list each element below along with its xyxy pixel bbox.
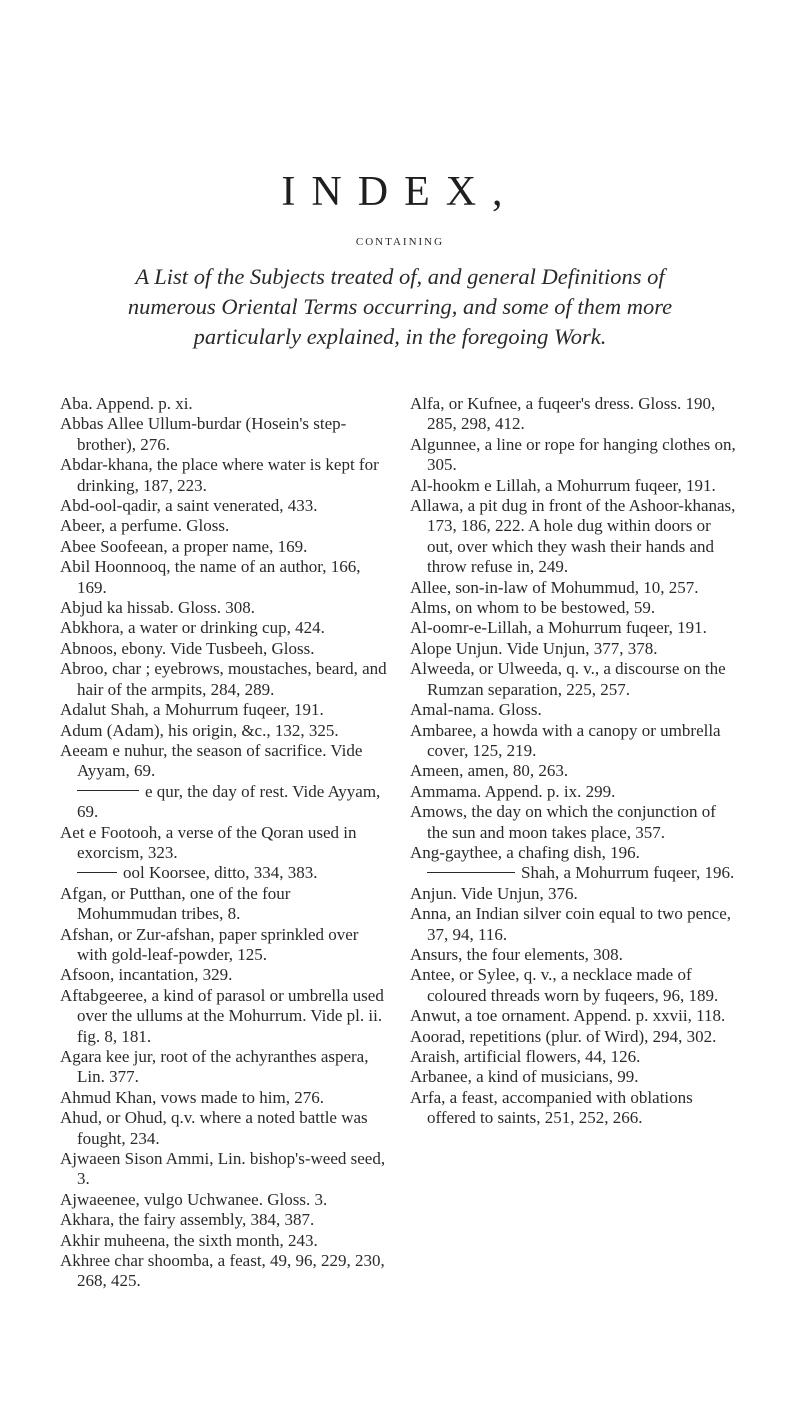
index-entry-text: Araish, artificial flowers, 44, 126. (410, 1047, 641, 1066)
index-entry (60, 986, 390, 1047)
page-title: INDEX, (281, 169, 519, 215)
index-entry (410, 476, 740, 496)
index-entry-text: Ajwaeen Sison Ammi, Lin. bishop's-weed seed, 3. (60, 1149, 386, 1189)
ditto-rule (427, 872, 515, 873)
index-entry (60, 1149, 390, 1190)
index-entry-text: Alweeda, or Ulweeda, q. v., a discourse on the Rumzan separation, 225, 257. (410, 659, 726, 699)
index-entry (60, 598, 390, 618)
index-entry (60, 496, 390, 516)
index-entry-text: Anjun. Vide Unjun, 376. (410, 883, 578, 903)
index-entry-text: Agara kee jur, root of the achyranthes aspera, Lin. 377. (60, 1047, 369, 1087)
index-entry (410, 1047, 740, 1067)
index-entry (410, 721, 740, 762)
index-entry-text: Allee, son-in-law of Mohummud, 10, 257. (410, 577, 699, 597)
index-entry (60, 1088, 390, 1108)
index-entry-text: e qur, the day of rest. Vide Ayyam, 69. (77, 781, 381, 822)
index-entry-text: Akhir muheena, the sixth month, 243. (60, 1230, 318, 1250)
index-entry-text: Adalut Shah, a Mohurrum fuqeer, 191. (60, 700, 324, 720)
index-entry (410, 1067, 740, 1087)
ditto-rule (77, 872, 117, 873)
index-entry (410, 965, 740, 1006)
index-entry-text: Adum (Adam), his origin, &c., 132, 325. (60, 720, 339, 740)
index-entry (60, 884, 390, 925)
index-entry-text: Aet e Footooh, a verse of the Qoran used in exorcism, 323. (60, 822, 357, 862)
index-entry-text: Akhara, the fairy assembly, 384, 387. (60, 1210, 315, 1230)
index-entry-text: Abil Hoonnooq, the name of an author, 166, 169. (60, 557, 361, 597)
index-entry (410, 659, 740, 700)
index-entry (60, 741, 390, 782)
index-entry (410, 904, 740, 945)
index-entry-text: Al-oomr-e-Lillah, a Mohurrum fuqeer, 191. (410, 618, 707, 638)
index-entry (60, 1210, 390, 1230)
index-entry (60, 659, 390, 700)
index-entry (410, 578, 740, 598)
index-entry (410, 496, 740, 578)
index-entry-text: Arfa, a feast, accompanied with oblations offered to saints, 251, 252, 266. (410, 1087, 693, 1128)
index-entry-text: Abnoos, ebony. Vide Tusbeeh, Gloss. (60, 638, 315, 658)
index-entry (60, 537, 390, 557)
index-entry-text: Abjud ka hissab. Gloss. 308. (60, 598, 256, 618)
index-entry (60, 700, 390, 720)
index-entry-text: Allawa, a pit dug in front of the Ashoor-khanas, 173, 186, 222. A hole dug within doors or out, over which they wash their hands and throw refuse in, 249. (410, 496, 736, 577)
index-entry-text: Arbanee, a kind of musicians, 99. (410, 1067, 639, 1087)
index-entry (60, 639, 390, 659)
index-entry (410, 843, 740, 863)
index-entry (410, 1088, 740, 1129)
index-entry-text: Abbas Allee Ullum-burdar (Hosein's step-brother), 276. (60, 414, 347, 454)
index-entry-text: Abroo, char ; eyebrows, moustaches, beard, and hair of the armpits, 284, 289. (60, 659, 387, 699)
index-column-right (410, 394, 740, 1129)
index-entry-text: Afshan, or Zur-afshan, paper sprinkled over with gold-leaf-powder, 125. (60, 924, 359, 964)
index-entry (410, 802, 740, 843)
index-entry (60, 414, 390, 455)
index-entry-text: Anwut, a toe ornament. Append. p. xxvii, 118. (410, 1006, 726, 1026)
index-entry-text: Alfa, or Kufnee, a fuqeer's dress. Gloss. 190, 285, 298, 412. (410, 394, 716, 434)
index-entry (60, 516, 390, 536)
index-entry (60, 965, 390, 985)
index-entry (60, 557, 390, 598)
index-entry (410, 884, 740, 904)
index-entry (60, 394, 390, 414)
index-entry-text: Alope Unjun. Vide Unjun, 377, 378. (410, 638, 658, 658)
index-entry-text: Amows, the day on which the conjunction of the sun and moon takes place, 357. (410, 802, 716, 842)
index-entry-text: Aoorad, repetitions (plur. of Wird), 294, 302. (410, 1026, 717, 1046)
index-entry (410, 435, 740, 476)
index-entry-text: Alms, on whom to be bestowed, 59. (410, 598, 656, 618)
index-entry-text: Antee, or Sylee, q. v., a necklace made of coloured threads worn by fuqeers, 96, 189. (410, 965, 719, 1005)
index-entry-text: Afgan, or Putthan, one of the four Mohummudan tribes, 8. (60, 883, 291, 924)
index-entry-text: Anna, an Indian silver coin equal to two pence, 37, 94, 116. (410, 904, 732, 944)
index-entry (60, 1251, 390, 1292)
index-entry-text: Akhree char shoomba, a feast, 49, 96, 229, 230, 268, 425. (60, 1251, 385, 1291)
index-entry-text: Ansurs, the four elements, 308. (410, 944, 623, 964)
ditto-rule (77, 790, 139, 791)
index-entry (60, 782, 390, 823)
index-entry-text: Ameen, amen, 80, 263. (410, 761, 569, 781)
index-entry (60, 823, 390, 864)
index-entry-text: Ajwaeenee, vulgo Uchwanee. Gloss. 3. (60, 1189, 328, 1209)
index-entry-text: Abkhora, a water or drinking cup, 424. (60, 618, 325, 638)
index-entry-text: Abee Soofeean, a proper name, 169. (60, 536, 308, 556)
page-subtitle: A List of the Subjects treated of, and general Definitions of numerous Oriental Terms occurring, and some of them more particularly explained, in the foregoing Work. (127, 264, 673, 349)
index-entry-text: ool Koorsee, ditto, 334, 383. (123, 863, 318, 883)
index-entry (60, 1231, 390, 1251)
index-entry (60, 1108, 390, 1149)
index-entry (60, 1190, 390, 1210)
index-entry-text: Ahud, or Ohud, q.v. where a noted battle was fought, 234. (60, 1108, 368, 1148)
index-entry-text: Aba. Append. p. xi. (60, 394, 193, 413)
index-entry (410, 761, 740, 781)
index-entry-text: Ang-gaythee, a chafing dish, 196. (410, 842, 640, 862)
index-entry-text: Abeer, a perfume. Gloss. (60, 516, 230, 536)
index-entry-text: Ahmud Khan, vows made to him, 276. (60, 1087, 324, 1107)
index-entry (410, 1006, 740, 1026)
index-entry-text: Ambaree, a howda with a canopy or umbrella cover, 125, 219. (410, 720, 721, 760)
index-entry-text: Algunnee, a line or rope for hanging clothes on, 305. (410, 434, 736, 475)
index-entry (60, 863, 390, 883)
index-entry (410, 945, 740, 965)
index-entry (410, 782, 740, 802)
index-column-left (60, 394, 390, 1292)
index-entry-text: Aftabgeeree, a kind of parasol or umbrella used over the ullums at the Mohurrum. Vide pl. ii. fig. 8, 181. (60, 985, 384, 1046)
index-entry-text: Abd-ool-qadir, a saint venerated, 433. (60, 496, 318, 516)
index-entry (60, 1047, 390, 1088)
index-entry-text: Amal-nama. Gloss. (410, 700, 542, 720)
index-entry (410, 863, 740, 883)
index-entry (410, 394, 740, 435)
index-entry (410, 639, 740, 659)
index-entry-text: Afsoon, incantation, 329. (60, 965, 233, 985)
index-entry (410, 598, 740, 618)
index-entry (60, 455, 390, 496)
index-entry (410, 700, 740, 720)
index-entry (60, 925, 390, 966)
containing-label: CONTAINING (355, 236, 445, 248)
index-entry-text: Abdar-khana, the place where water is kept for drinking, 187, 223. (60, 455, 379, 495)
index-entry-text: Shah, a Mohurrum fuqeer, 196. (521, 863, 735, 883)
index-entry (60, 721, 390, 741)
index-entry (410, 618, 740, 638)
index-entry-text: Al-hookm e Lillah, a Mohurrum fuqeer, 191. (410, 475, 716, 495)
index-entry (410, 1027, 740, 1047)
index-entry-text: Aeeam e nuhur, the season of sacrifice. Vide Ayyam, 69. (60, 740, 363, 781)
index-entry-text: Ammama. Append. p. ix. 299. (410, 781, 616, 801)
index-entry (60, 618, 390, 638)
